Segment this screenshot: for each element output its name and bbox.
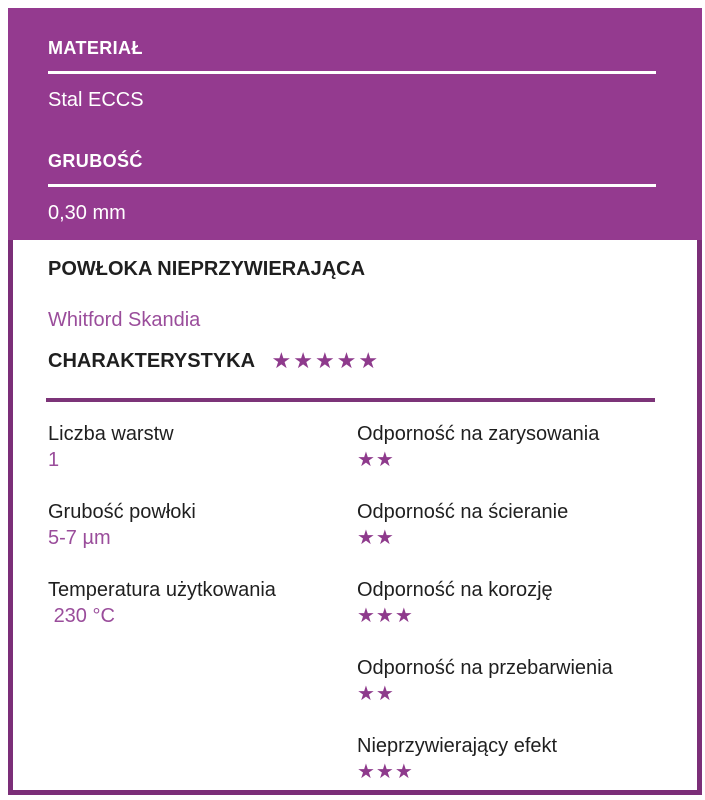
thickness-group <box>48 151 654 223</box>
property-value: 1 <box>48 449 60 471</box>
property-abrasion-resistance <box>357 498 687 550</box>
property-layers <box>48 420 357 472</box>
coating-brand: Whitford Skandia <box>48 309 201 331</box>
material-heading: MATERIAŁ <box>48 38 143 58</box>
star-rating: ★★★ <box>357 761 414 783</box>
section-divider <box>46 398 655 402</box>
property-label: Temperatura użytkowania <box>48 579 276 601</box>
empty-cell <box>48 732 357 784</box>
characteristics-label: CHARAKTERYSTYKA <box>48 350 256 372</box>
characteristics-star-rating: ★★★★★ <box>271 348 381 373</box>
star-rating: ★★ <box>357 449 395 471</box>
property-value: 5-7 µm <box>48 527 111 549</box>
coating-title: POWŁOKA NIEPRZYWIERAJĄCA <box>48 258 366 280</box>
star-rating: ★★ <box>357 683 395 705</box>
property-label: Odporność na ścieranie <box>357 501 569 523</box>
property-label: Nieprzywierający efekt <box>357 735 558 757</box>
material-value: Stal ECCS <box>48 89 144 111</box>
property-label: Odporność na zarysowania <box>357 423 600 445</box>
property-label: Liczba warstw <box>48 423 174 445</box>
property-label: Grubość powłoki <box>48 501 196 523</box>
property-label: Odporność na korozję <box>357 579 553 601</box>
thickness-divider <box>48 184 656 187</box>
material-group <box>48 38 654 110</box>
coating-section <box>8 240 702 795</box>
property-value: 230 °C <box>48 605 115 627</box>
properties-grid <box>48 420 687 784</box>
property-scratch-resistance <box>357 420 687 472</box>
material-divider <box>48 71 656 74</box>
thickness-value: 0,30 mm <box>48 202 126 224</box>
property-nonstick-effect <box>357 732 687 784</box>
star-rating: ★★★ <box>357 605 414 627</box>
star-rating: ★★ <box>357 527 395 549</box>
product-spec-card <box>8 8 702 795</box>
property-coating-thickness <box>48 498 357 550</box>
property-usage-temperature <box>48 576 357 628</box>
empty-cell <box>48 654 357 706</box>
property-discoloration-resistance <box>357 654 687 706</box>
property-label: Odporność na przebarwienia <box>357 657 613 679</box>
material-header-block <box>8 8 702 240</box>
thickness-heading: GRUBOŚĆ <box>48 151 143 171</box>
property-corrosion-resistance <box>357 576 687 628</box>
characteristics-row <box>48 349 687 374</box>
